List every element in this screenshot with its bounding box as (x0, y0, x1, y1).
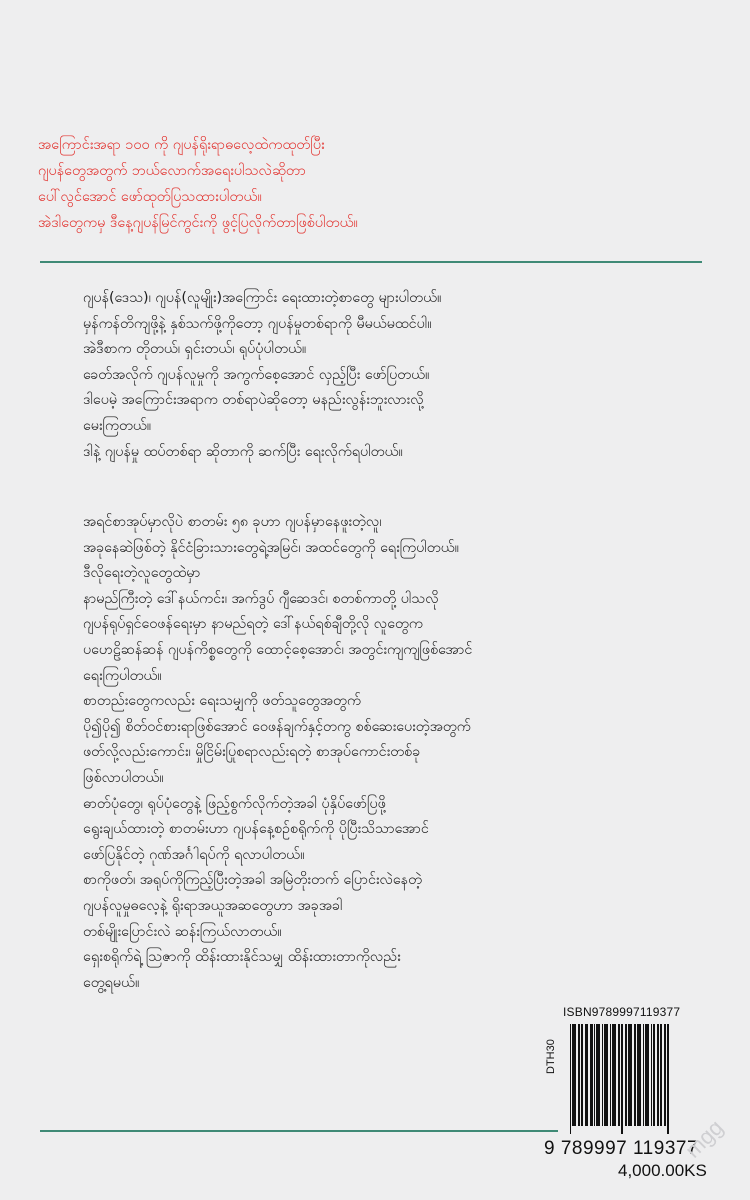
barcode-bar (602, 1024, 603, 1126)
body-line: စာတည်းတွေကလည်း ရေးသမျှကို ဖတ်သူတွေအတွက် (83, 693, 361, 710)
barcode-bar (664, 1024, 666, 1126)
body-line: ဒါပေမဲ့ အကြောင်းအရာက တစ်ရာပဲဆိုတော့ မနည်းလွန်းဘူးလားလို့ (83, 392, 424, 409)
barcode-bar (628, 1024, 632, 1126)
body-paragraph-1 (83, 286, 723, 465)
price-label: 4,000.00KS (618, 1161, 707, 1180)
barcode-bar (621, 1024, 623, 1134)
top-divider (40, 261, 702, 263)
barcode-bar (578, 1024, 580, 1126)
barcode-icon (566, 1024, 744, 1136)
barcode-bar (612, 1024, 616, 1126)
isbn-label: ISBN9789997119377 (563, 1005, 681, 1019)
body-line: ရေးကြပါတယ်။ (83, 667, 162, 684)
body-line: တစ်မျိုးပြောင်းလဲ ဆန်းကြယ်လာတယ်။ (83, 923, 282, 940)
body-line: ဂျပန်ရုပ်ရှင်ဝေဖန်ရေးမှာ နာမည်ရတဲ့ ဒေါ်နယ်ရစ်ချီတို့လို လူတွေက (83, 616, 423, 633)
body-line: ဓာတ်ပုံတွေ၊ ရုပ်ပုံတွေနဲ့ ဖြည့်စွက်လိုက်တဲ့အခါ ပုံနှိပ်ဖော်ပြဖို့ (83, 795, 386, 812)
barcode-bar (625, 1024, 627, 1126)
side-code (545, 1039, 567, 1100)
body-line: ဂျပန်လူမှုဓလေ့နဲ့ ရိုးရာအယူအဆတွေဟာ အခုအခါ (83, 897, 343, 914)
side-code-text: DTH30 (545, 1039, 557, 1074)
body-line: ရွေးချယ်ထားတဲ့ စာတမ်းဟာ ဂျပန်နေ့စဉ်စရိုက်ကို ပိုပြီးသိသာအောင် (83, 821, 429, 838)
barcode-bar (610, 1024, 611, 1126)
barcode-bar (634, 1024, 636, 1126)
blurb-line: ပေါ်လွင်အောင် ဖော်ထုတ်ပြသထားပါတယ်။ (38, 189, 262, 205)
body-line: အရင်စာအုပ်မှာလိုပဲ စာတမ်း ၅၈ ခုဟာ ဂျပန်မှာနေဖူးတဲ့လူ၊ (83, 514, 382, 530)
barcode-bar (572, 1024, 576, 1126)
body-line: မှန်ကန်တိကျဖို့နဲ့ နှစ်သက်ဖို့ကိုတော့ ဂျပန်မှုတစ်ရာကို မီမယ်မထင်ပါ။ (83, 315, 432, 332)
barcode-bar (618, 1024, 620, 1126)
blurb-line: ဂျပန်တွေအတွက် ဘယ်လောက်အရေးပါသလဲဆိုတာ (38, 163, 306, 179)
barcode-bar (660, 1024, 662, 1126)
body-line: မေးကြတယ်။ (83, 417, 152, 434)
watermark: mgg (680, 1114, 728, 1163)
body-line: အခုနေဆဲဖြစ်တဲ့ နိုင်ငံခြားသားတွေရဲ့အမြင်၊ အထင်တွေကို ရေးကြပါတယ်။ (83, 539, 459, 556)
barcode-bar (590, 1024, 593, 1126)
body-line: ဖော်ပြနိုင်တဲ့ ဂုဏ်အင်္ဂါရပ်ကို ရလာပါတယ်။ (83, 846, 305, 863)
bottom-divider (40, 1130, 558, 1132)
barcode-bar (637, 1024, 641, 1126)
body-line: အဲဒီစာက တိုတယ်၊ ရှင်းတယ်၊ ရုပ်ပုံပါတယ်။ (83, 341, 307, 358)
body-line: ပို၍ပို၍ စိတ်ဝင်စားရာဖြစ်အောင် ဝေဖန်ချက်နှင့်တကွ စစ်ဆေးပေးတဲ့အတွက် (83, 718, 471, 735)
body-line: ပဟေဠိဆန်ဆန် ဂျပန်ကိစ္စတွေကို ထောင့်စေ့အောင်၊ အတွင်းကျကျဖြစ်အောင် (83, 641, 473, 658)
barcode-digits: 9 789997 119377 (544, 1138, 699, 1159)
blurb (38, 132, 618, 236)
barcode-bar (604, 1024, 608, 1126)
body-line: ဒါနဲ့ ဂျပန်မှု ထပ်တစ်ရာ ဆိုတာကို ဆက်ပြီး ရေးလိုက်ရပါတယ်။ (83, 443, 403, 460)
body-line: စာကိုဖတ်၊ အရုပ်ကိုကြည့်ပြီးတဲ့အခါ အမြဲတိုးတက် ပြောင်းလဲနေတဲ့ (83, 872, 423, 889)
barcode-bar (657, 1024, 659, 1126)
barcode-bar (594, 1024, 595, 1126)
blurb-line: အဲဒါတွေကမှ ဒီနေ့ဂျပန်မြင်ကွင်းကို ဖွင့်ပြလိုက်တာဖြစ်ပါတယ်။ (38, 215, 358, 231)
barcode-bar (645, 1024, 649, 1126)
barcode-bar (570, 1024, 571, 1134)
barcode-bar (596, 1024, 600, 1126)
barcode-bar (643, 1024, 644, 1126)
barcode-bar (651, 1024, 652, 1126)
body-line: နာမည်ကြီးတဲ့ ဒေါ်နယ်ကင်း၊ အက်ဒွပ် ဂျီဆေဒင်၊ စတစ်ကာတို့ ပါသလို (83, 590, 439, 607)
body-line: ဂျပန်(ဒေသ)၊ ဂျပန်(လူမျိုး)အကြောင်း ရေးထားတဲ့စာတွေ များပါတယ်။ (83, 290, 442, 306)
body-line: ဖတ်လို့လည်းကောင်း၊ မှိုငြိမ်းပြုစရာလည်းရတဲ့ စာအုပ်ကောင်းတစ်ခု (83, 744, 421, 761)
barcode-bar (581, 1024, 583, 1126)
body-paragraph-2 (83, 510, 723, 996)
body-line: ဒီလိုရေးတဲ့လူတွေထဲမှာ (83, 565, 201, 582)
body-line: ရှေးစရိုက်ရဲ့ သြဇာကို ထိန်းထားနိုင်သမျှ ထိန်းထားတာကိုလည်း (83, 949, 401, 966)
barcode-bar (653, 1024, 655, 1126)
body-line: ဖြစ်လာပါတယ်။ (83, 769, 164, 786)
barcode-bar (667, 1024, 669, 1134)
body-line: ခေတ်အလိုက် ဂျပန်လူမှုကို အကွက်စေ့အောင် လှည့်ပြီး ဖော်ပြတယ်။ (83, 366, 430, 383)
body-line: တွေ့ရမယ်။ (83, 974, 140, 991)
blurb-line: အကြောင်းအရာ ၁၀၀ ကို ဂျပန်ရိုးရာဓလေ့ထဲကထုတ်ပြီး (38, 137, 325, 153)
barcode-bar (585, 1024, 588, 1126)
